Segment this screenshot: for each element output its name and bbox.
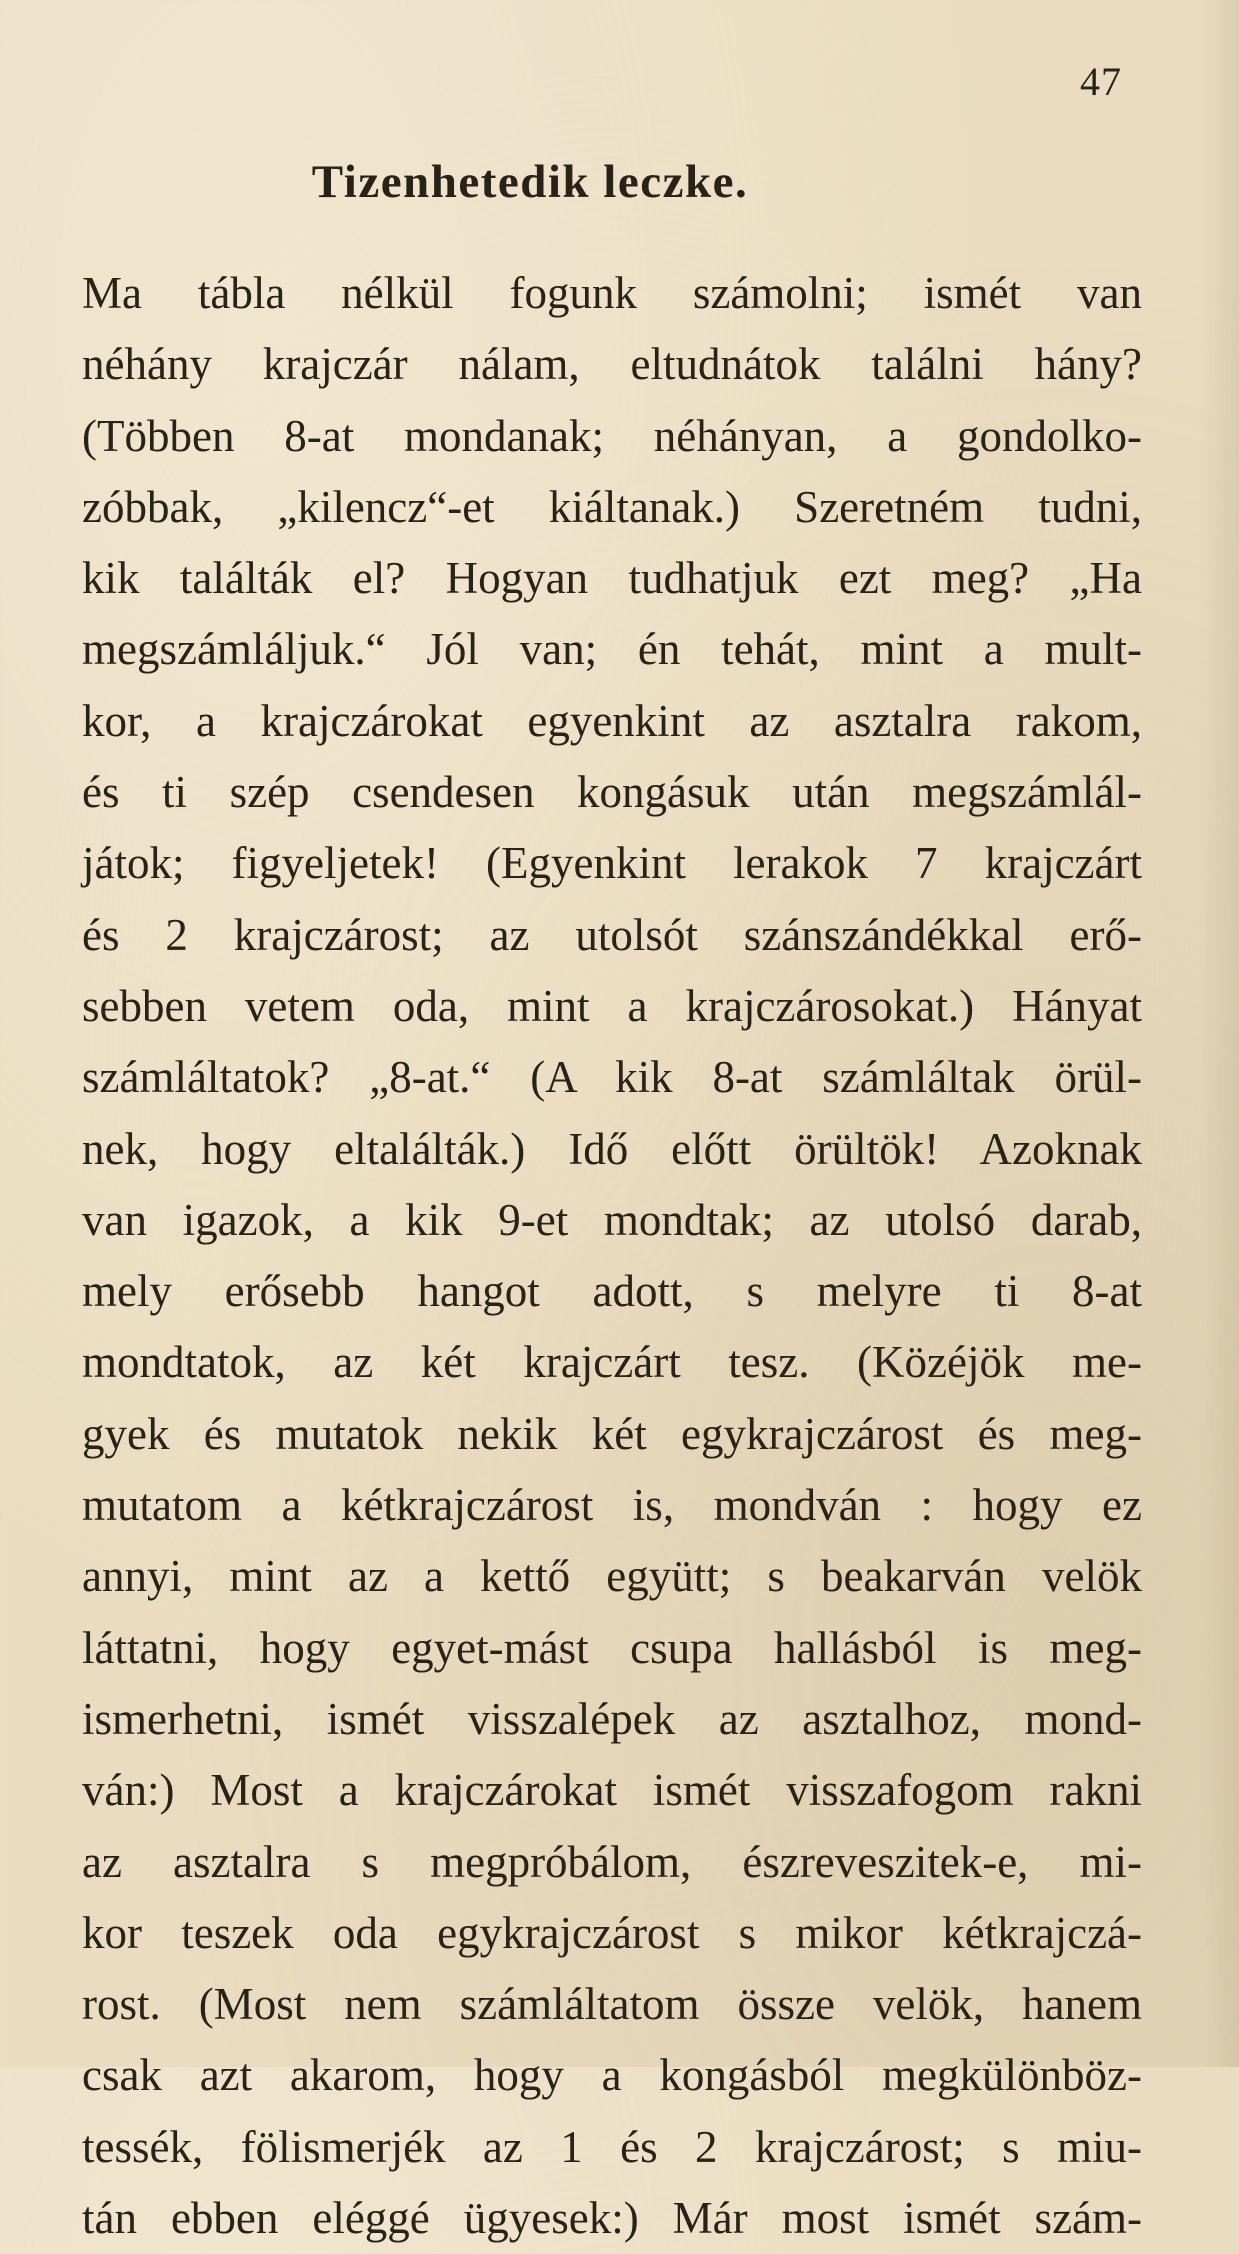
text-line: mely erősebb hangot adott, s melyre ti 8-at xyxy=(82,1266,1142,1317)
text-line: rost. (Most nem számláltatom össze velök, hanem xyxy=(82,1979,1142,2030)
text-line: ván:) Most a krajczárokat ismét visszafogom rakni xyxy=(82,1765,1142,1816)
body-text xyxy=(82,258,1142,2254)
text-line: csak azt akarom, hogy a kongásból megkülönböz- xyxy=(82,2050,1142,2101)
text-line: számláltatok? „8-at.“ (A kik 8-at számláltak örül- xyxy=(82,1052,1142,1103)
text-line: nek, hogy eltalálták.) Idő előtt örültök! Azoknak xyxy=(82,1123,1142,1174)
text-line: gyek és mutatok nekik két egykrajczárost és meg- xyxy=(82,1408,1142,1459)
text-line: (Többen 8-at mondanak; néhányan, a gondolko- xyxy=(82,410,1142,461)
text-line: kik találták el? Hogyan tudhatjuk ezt meg? „Ha xyxy=(82,553,1142,604)
text-line: és ti szép csendesen kongásuk után megszámlál- xyxy=(82,767,1142,818)
text-line: mondtatok, az két krajczárt tesz. (Közéjök me- xyxy=(82,1337,1142,1388)
text-line: kor, a krajczárokat egyenkint az asztalra rakom, xyxy=(82,695,1142,746)
text-line: és 2 krajczárost; az utolsót szánszándékkal erő- xyxy=(82,909,1142,960)
text-line: Ma tábla nélkül fogunk számolni; ismét van xyxy=(82,268,1142,318)
text-line: annyi, mint az a kettő együtt; s beakarván velök xyxy=(82,1551,1142,1602)
text-line: kor teszek oda egykrajczárost s mikor kétkrajczá- xyxy=(82,1907,1142,1958)
text-line: néhány krajczár nálam, eltudnátok találni hány? xyxy=(82,339,1142,390)
text-line: van igazok, a kik 9-et mondtak; az utolsó darab, xyxy=(82,1194,1142,1245)
text-line: sebben vetem oda, mint a krajczárosokat.) Hányat xyxy=(82,980,1142,1031)
text-line: megszámláljuk.“ Jól van; én tehát, mint a mult- xyxy=(82,624,1142,675)
text-line: mutatom a kétkrajczárost is, mondván : hogy ez xyxy=(82,1480,1142,1531)
lesson-heading: Tizenhetedik leczke. xyxy=(311,156,749,208)
text-line: tessék, fölismerjék az 1 és 2 krajczárost; s miu- xyxy=(82,2121,1142,2172)
text-line: láttatni, hogy egyet-mást csupa hallásból is meg- xyxy=(82,1622,1142,1673)
page-edge-shadow xyxy=(1199,0,1239,2067)
text-line: ismerhetni, ismét visszalépek az asztalhoz, mond- xyxy=(82,1693,1142,1744)
page-number: 47 xyxy=(1080,59,1122,104)
text-line: tán ebben eléggé ügyesek:) Már most ismét szám- xyxy=(82,2193,1142,2244)
text-line: zóbbak, „kilencz“-et kiáltanak.) Szeretném tudni, xyxy=(82,481,1142,532)
text-line: játok; figyeljetek! (Egyenkint lerakok 7 krajczárt xyxy=(82,838,1142,889)
text-line: az asztalra s megpróbálom, észreveszitek-e, mi- xyxy=(82,1836,1142,1887)
